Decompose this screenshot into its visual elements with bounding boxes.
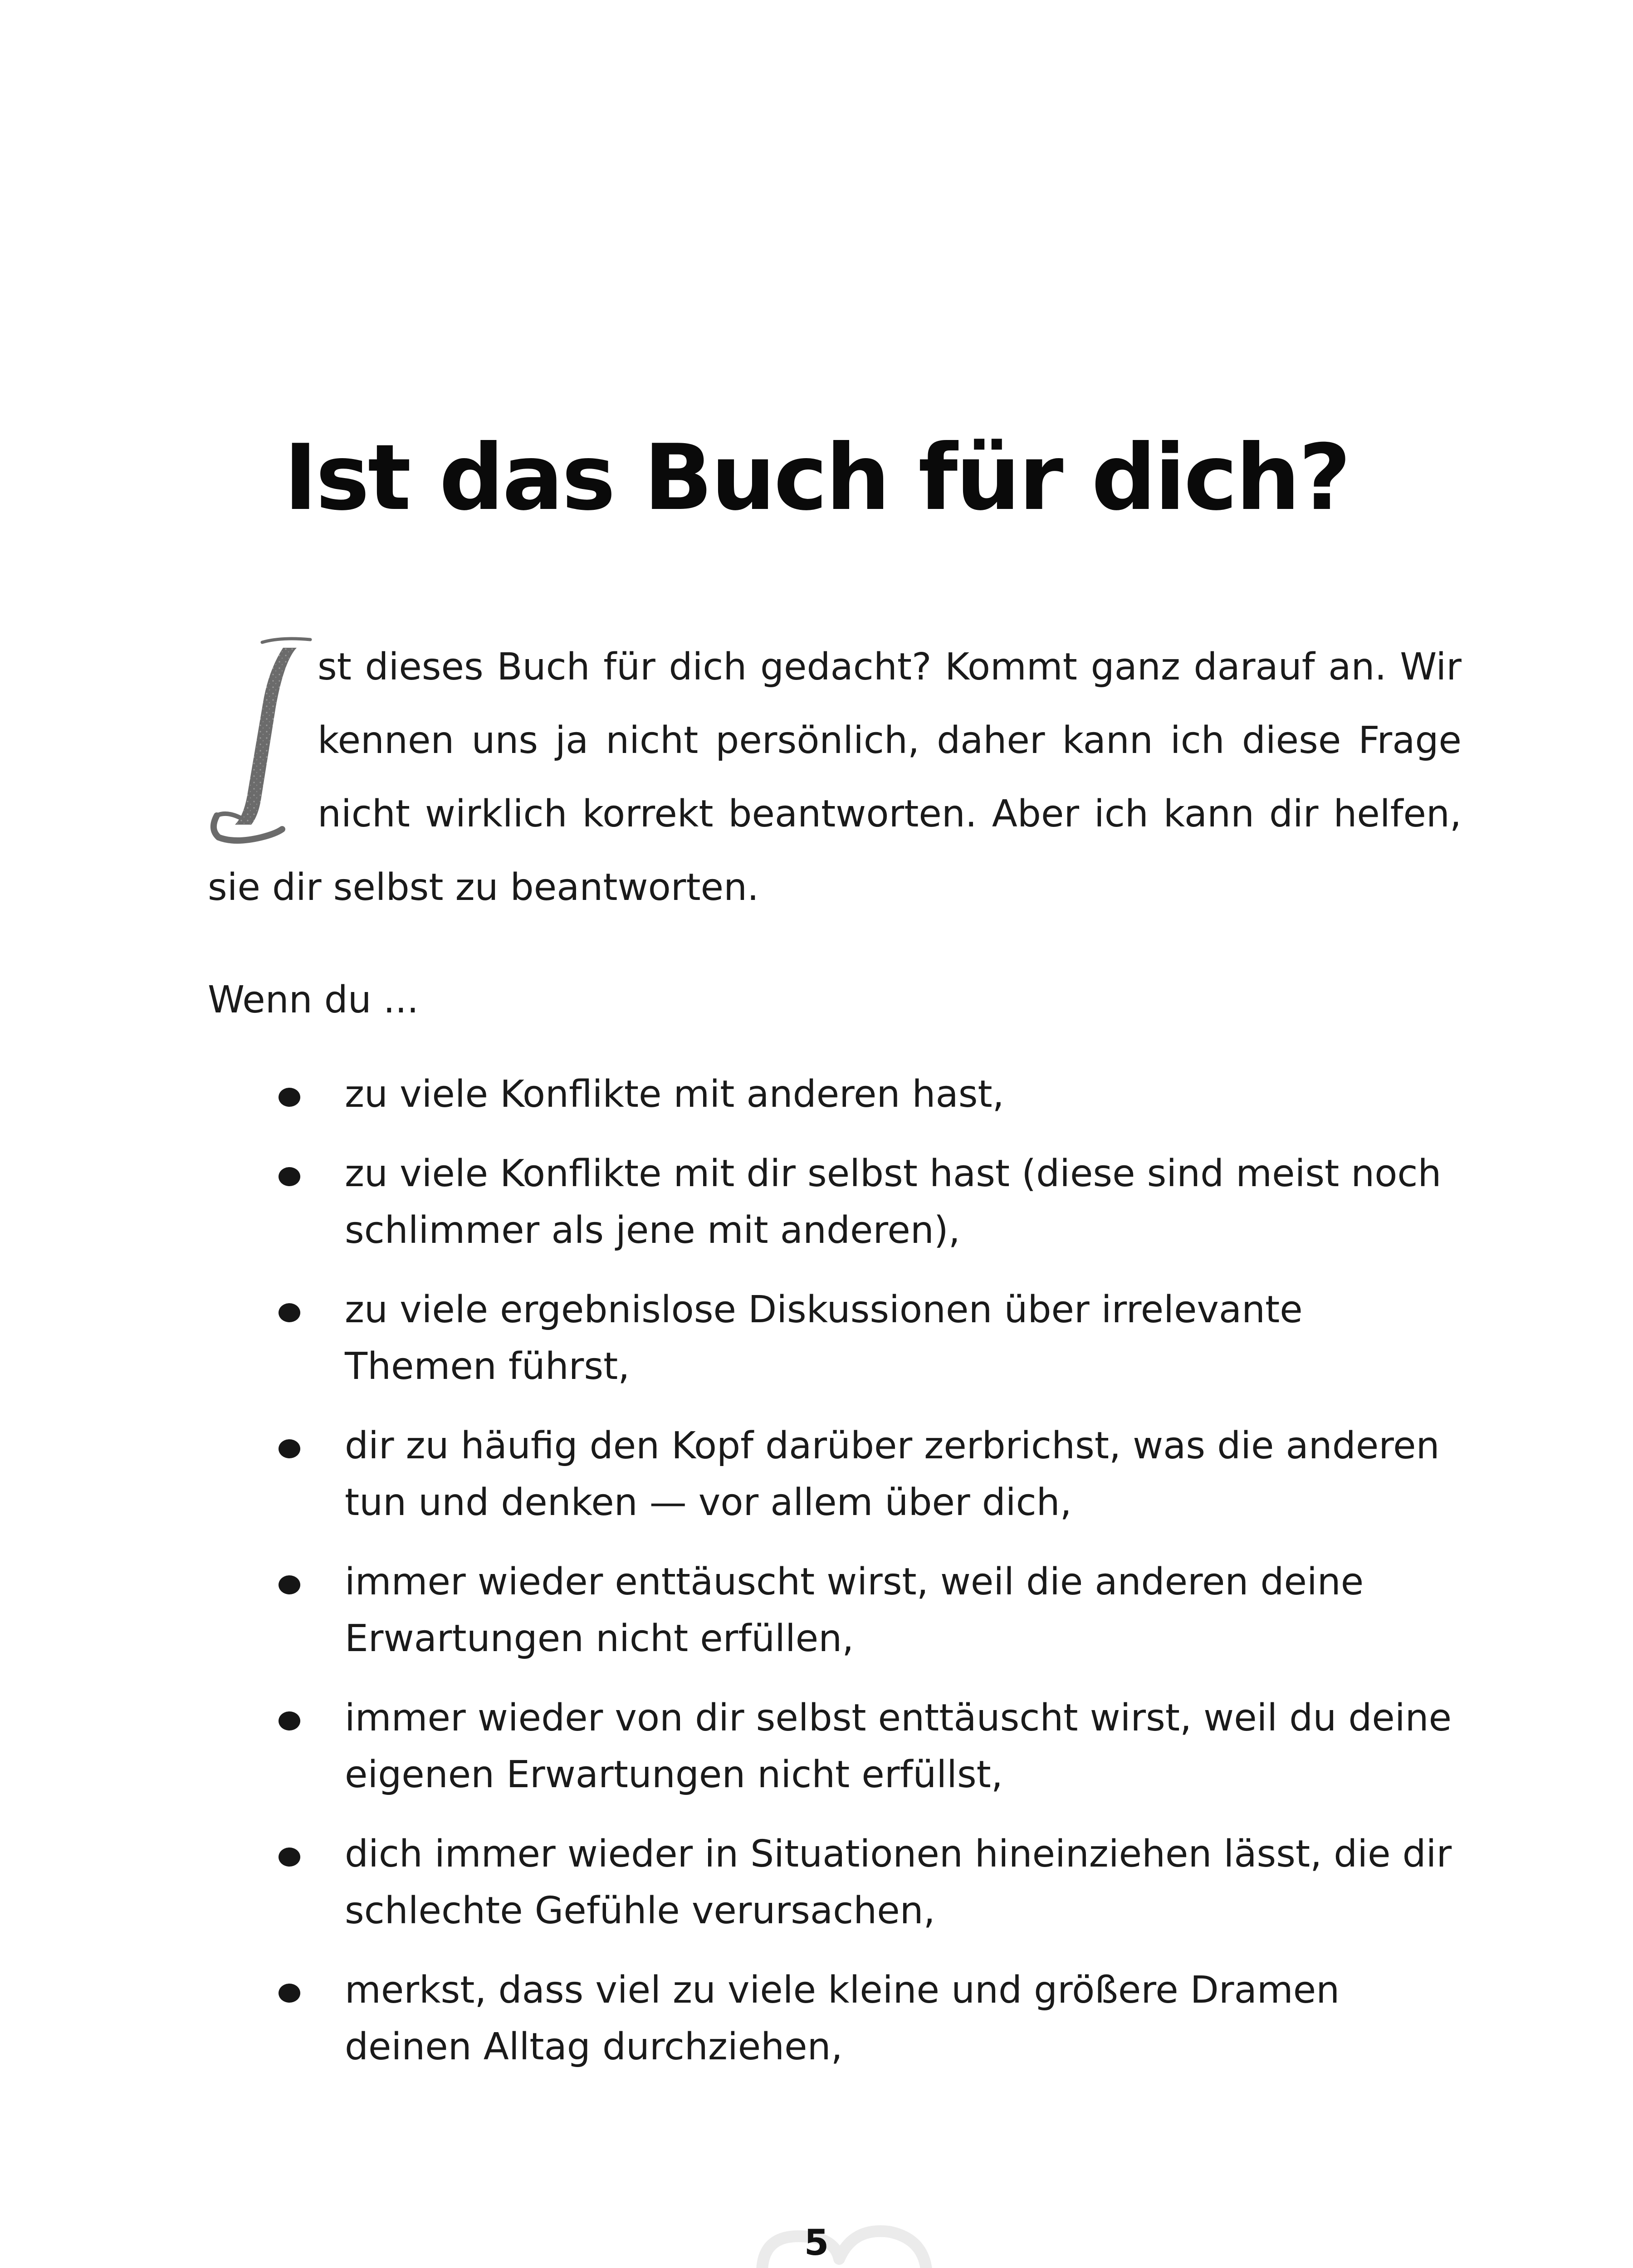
list-item <box>345 1826 1465 1939</box>
bullet-icon <box>279 1303 300 1322</box>
bullet-list <box>0 1066 1633 2098</box>
list-item <box>345 1145 1465 1259</box>
list-item <box>345 1962 1465 2075</box>
page-title: Ist das Buch für dich? <box>284 425 1349 531</box>
list-item-text: dich immer wieder in Situationen hineinziehen lässt, die dir schlechte Gefühle verursachen, <box>345 1833 1452 1932</box>
intro-paragraph <box>208 631 1462 924</box>
bullet-icon <box>279 1167 300 1186</box>
list-item-text: merkst, dass viel zu viele kleine und größere Dramen deinen Alltag durchziehen, <box>345 1969 1340 2068</box>
list-item-text: zu viele Konflikte mit anderen hast, <box>345 1073 1004 1116</box>
list-item <box>345 1554 1465 1667</box>
bullet-icon <box>279 1575 300 1594</box>
list-item-text: zu viele Konflikte mit dir selbst hast (diese sind meist noch schlimmer als jene mit anderen), <box>345 1152 1442 1252</box>
page-number: 5 <box>804 2223 829 2263</box>
intro-text: st dieses Buch für dich gedacht? Kommt ganz darauf an. Wir kennen uns ja nicht persönlich, daher kann ich diese Frage nicht wirklich korrekt beantworten. Aber ich kann dir helfen, sie dir selbst zu beantworten. <box>208 645 1462 909</box>
bullet-icon <box>279 1984 300 2003</box>
lead-line: Wenn du ... <box>208 978 419 1022</box>
list-item-text: dir zu häufig den Kopf darüber zerbrichst, was die anderen tun und denken — vor allem über dich, <box>345 1424 1440 1524</box>
list-item-text: zu viele ergebnislose Diskussionen über irrelevante Themen führst, <box>345 1288 1303 1388</box>
list-item <box>345 1281 1465 1395</box>
list-item <box>345 1690 1465 1803</box>
list-item <box>345 1066 1465 1123</box>
bullet-icon <box>279 1439 300 1458</box>
bullet-icon <box>279 1848 300 1867</box>
bullet-icon <box>279 1088 300 1107</box>
list-item-text: immer wieder von dir selbst enttäuscht wirst, weil du deine eigenen Erwartungen nicht erfüllst, <box>345 1696 1452 1796</box>
bullet-icon <box>279 1711 300 1730</box>
list-item-text: immer wieder enttäuscht wirst, weil die anderen deine Erwartungen nicht erfüllen, <box>345 1560 1364 1660</box>
list-item <box>345 1418 1465 1531</box>
drop-cap-letter <box>208 634 313 847</box>
